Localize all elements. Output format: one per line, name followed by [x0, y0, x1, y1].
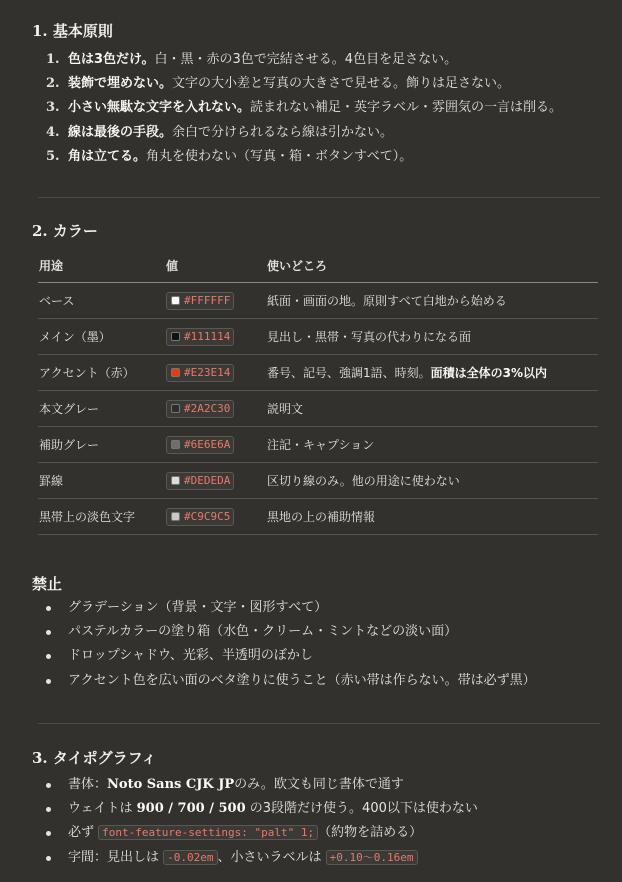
cell-use: アクセント（赤）: [38, 355, 166, 391]
header-value: 値: [166, 248, 267, 283]
list-item-spacing: [46, 846, 478, 870]
list-item-feature: [46, 821, 478, 845]
principle-text: 読まれない補足・英字ラベル・雰囲気の一言は削る。: [250, 100, 563, 116]
divider: [38, 723, 600, 724]
where-text: 注記・キャプション: [267, 438, 375, 452]
table-row: [38, 499, 598, 535]
where-text: 見出し・黒帯・写真の代わりになる面: [267, 330, 472, 344]
principle-item: [46, 48, 562, 72]
list-item: ドロップシャドウ、光彩、半透明のぼかし: [46, 644, 536, 668]
cell-use: 黒帯上の淡色文字: [38, 499, 166, 535]
color-code-tag: [166, 292, 234, 310]
cell-use: 本文グレー: [38, 391, 166, 427]
principle-number: 5.: [46, 148, 60, 164]
prohibited-list: [46, 596, 536, 693]
color-code-tag: [166, 364, 234, 382]
principle-item: [46, 72, 562, 96]
feature-code: font-feature-settings: "palt" 1;: [98, 825, 318, 840]
feature-pre: 必ず: [68, 825, 99, 841]
cell-use: ベース: [38, 283, 166, 319]
color-swatch-icon: [171, 368, 180, 377]
color-code-tag: [166, 436, 234, 454]
list-item: アクセント色を広い面のベタ塗りに使うこと（赤い帯は作らない。帯は必ず黒）: [46, 669, 536, 693]
principle-text: 白・黒・赤の3色で完結させる。4色目を足さない。: [154, 52, 458, 67]
color-swatch-icon: [171, 440, 180, 449]
spacing-code-label: +0.10〜0.16em: [326, 850, 418, 865]
principle-bold: 線は最後の手段。: [68, 124, 173, 140]
section2-title: 2. カラー: [32, 222, 98, 240]
section1-title: 1. 基本原則: [32, 22, 113, 40]
list-item-font: [46, 773, 478, 797]
principle-number: 3.: [46, 100, 60, 116]
table-row: [38, 463, 598, 499]
table-row: [38, 319, 598, 355]
principle-text: 余白で分けられるなら線は引かない。: [172, 124, 394, 140]
principle-text: 文字の大小差と写真の大きさで見せる。飾りは足さない。: [172, 76, 511, 92]
font-pre: 書体：: [68, 777, 108, 792]
where-text: 紙面・画面の地。原則すべて白地から始める: [267, 294, 507, 308]
cell-where: [267, 499, 598, 535]
cell-where: [267, 427, 598, 463]
cell-use: 補助グレー: [38, 427, 166, 463]
cell-value: [166, 427, 267, 463]
where-text: 区切り線のみ。他の用途に使わない: [267, 474, 460, 488]
color-swatch-icon: [171, 404, 180, 413]
cell-value: [166, 463, 267, 499]
principle-text: 角丸を使わない（写真・箱・ボタンすべて）。: [146, 148, 413, 164]
cell-where: [267, 463, 598, 499]
cell-where: [267, 283, 598, 319]
color-swatch-icon: [171, 512, 180, 521]
weight-post: の3段階だけ使う。400以下は使わない: [245, 801, 478, 817]
color-swatch-icon: [171, 332, 180, 341]
header-where: 使いどころ: [267, 248, 598, 283]
prohibited-title: 禁止: [32, 575, 63, 593]
color-table: [38, 248, 598, 535]
color-hex: #2A2C30: [184, 402, 231, 415]
color-hex: #C9C9C5: [184, 510, 231, 523]
color-hex: #111114: [184, 330, 231, 343]
principle-item: [46, 96, 562, 120]
color-code-tag: [166, 400, 234, 418]
list-item-weight: [46, 797, 478, 821]
cell-value: [166, 391, 267, 427]
color-hex: #FFFFFF: [184, 294, 231, 307]
principle-item: [46, 121, 562, 145]
cell-value: [166, 319, 267, 355]
weight-pre: ウェイトは: [68, 801, 137, 817]
principle-bold: 小さい無駄な文字を入れない。: [68, 100, 251, 116]
color-swatch-icon: [171, 296, 180, 305]
cell-value: [166, 283, 267, 319]
weight-values: 900 / 700 / 500: [136, 801, 246, 817]
feature-post: （約物を詰める）: [318, 825, 423, 841]
cell-where: [267, 355, 598, 391]
table-row: [38, 427, 598, 463]
list-item: グラデーション（背景・文字・図形すべて）: [46, 596, 536, 620]
where-text: 黒地の上の補助情報: [267, 510, 376, 524]
principle-bold: 色は3色だけ。: [68, 52, 155, 67]
principle-bold: 装飾で埋めない。: [68, 76, 173, 92]
cell-use: メイン（墨）: [38, 319, 166, 355]
list-item: パステルカラーの塗り箱（水色・クリーム・ミントなどの淡い面）: [46, 620, 536, 644]
where-text: 番号、記号、強調1語、時刻。: [267, 366, 431, 380]
color-hex: #E23E14: [184, 366, 231, 379]
principle-number: 1.: [46, 52, 60, 67]
spacing-pre: 字間：見出しは: [68, 849, 164, 865]
principle-number: 4.: [46, 124, 60, 140]
color-code-tag: [166, 472, 234, 490]
divider: [38, 197, 600, 198]
cell-use: 罫線: [38, 463, 166, 499]
typography-list: [46, 773, 478, 870]
principles-list: [46, 48, 562, 169]
color-hex: #6E6E6A: [184, 438, 231, 451]
where-bold: 面積は全体の3%以内: [430, 366, 548, 380]
font-post: のみ。欧文も同じ書体で通す: [234, 777, 404, 792]
color-code-tag: [166, 328, 234, 346]
cell-where: [267, 319, 598, 355]
cell-value: [166, 499, 267, 535]
table-row: [38, 283, 598, 319]
color-hex: #DEDEDA: [184, 474, 231, 487]
table-header-row: [38, 248, 598, 283]
spacing-mid: 、小さいラベルは: [217, 849, 326, 865]
principle-item: [46, 145, 562, 169]
color-code-tag: [166, 508, 234, 526]
principle-number: 2.: [46, 76, 60, 92]
spacing-code-heading: -0.02em: [163, 850, 217, 865]
section3-title: 3. タイポグラフィ: [32, 749, 157, 767]
cell-where: [267, 391, 598, 427]
where-text: 説明文: [267, 402, 304, 416]
table-row: [38, 355, 598, 391]
cell-value: [166, 355, 267, 391]
color-swatch-icon: [171, 476, 180, 485]
header-use: 用途: [38, 248, 166, 283]
principle-bold: 角は立てる。: [68, 148, 147, 164]
font-name: Noto Sans CJK JP: [107, 777, 235, 792]
table-row: [38, 391, 598, 427]
